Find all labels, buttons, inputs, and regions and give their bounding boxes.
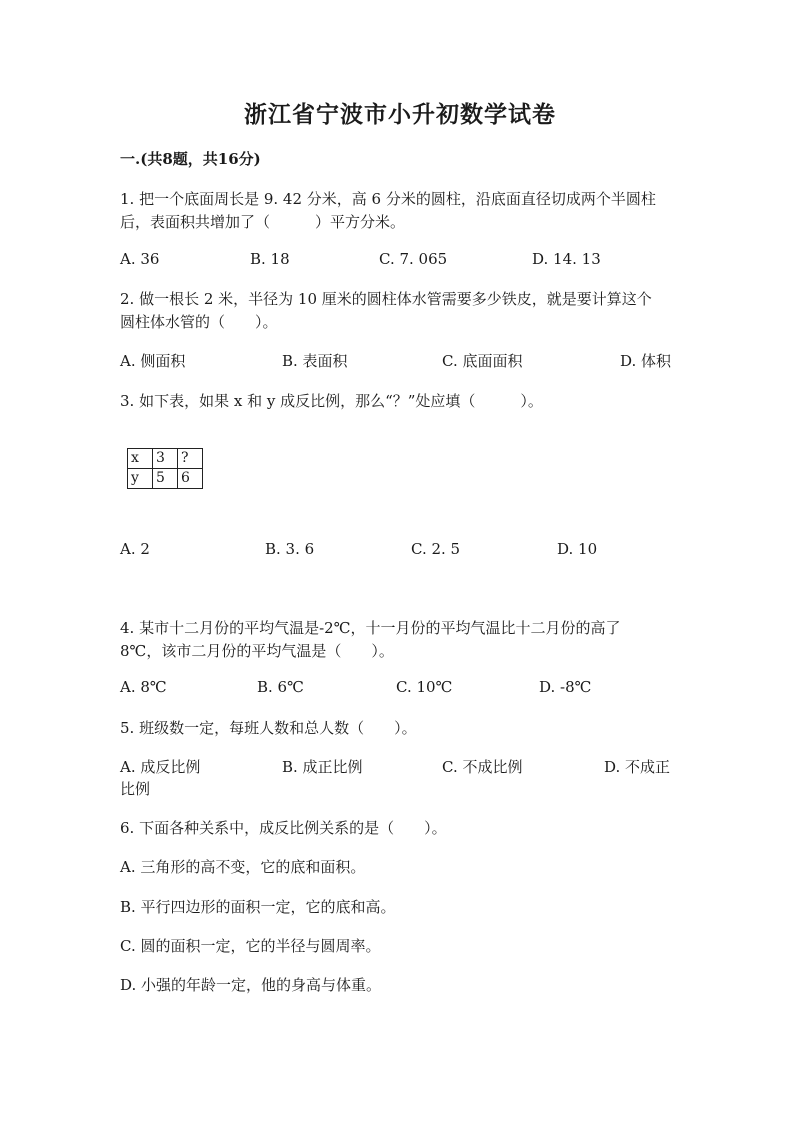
question-3-line-1: 3. 如下表，如果 x 和 y 成反比例，那么“？”处应填（ ）。 xyxy=(120,392,543,410)
question-6-option-b: B. 平行四边形的面积一定，它的底和高。 xyxy=(120,898,396,916)
question-4-option-d: D. -8℃ xyxy=(539,678,592,696)
question-4-line-2: 8℃，该市二月份的平均气温是（ ）。 xyxy=(120,642,394,660)
question-5-option-b: B. 成正比例 xyxy=(282,758,363,776)
table-cell: y xyxy=(128,469,153,489)
table-row xyxy=(128,449,203,469)
xy-table xyxy=(127,448,203,489)
page-title: 浙江省宁波市小升初数学试卷 xyxy=(244,101,556,128)
question-6-option-a: A. 三角形的高不变，它的底和面积。 xyxy=(120,858,366,876)
question-1-option-a: A. 36 xyxy=(120,250,160,268)
question-4-option-c: C. 10℃ xyxy=(396,678,453,696)
question-1-line-2: 后，表面积共增加了（ ）平方分米。 xyxy=(120,213,406,231)
question-5-option-d-wrap: 比例 xyxy=(120,780,151,798)
question-5-option-d: D. 不成正 xyxy=(604,758,671,776)
question-1-line-1: 1. 把一个底面周长是 9. 42 分米，高 6 分米的圆柱，沿底面直径切成两个半圆柱 xyxy=(120,190,656,208)
section-heading: 一.(共8题，共16分) xyxy=(120,150,261,168)
table-cell: x xyxy=(128,449,153,469)
question-2-option-a: A. 侧面积 xyxy=(120,352,186,370)
question-3-option-b: B. 3. 6 xyxy=(265,540,315,558)
table-cell: 6 xyxy=(178,469,203,489)
question-5-option-c: C. 不成比例 xyxy=(442,758,523,776)
question-3-option-a: A. 2 xyxy=(120,540,150,558)
question-4-option-a: A. 8℃ xyxy=(120,678,167,696)
question-6-line-1: 6. 下面各种关系中，成反比例关系的是（ ）。 xyxy=(120,819,447,837)
question-5-option-a: A. 成反比例 xyxy=(120,758,201,776)
question-3-option-d: D. 10 xyxy=(557,540,598,558)
question-6-option-d: D. 小强的年龄一定，他的身高与体重。 xyxy=(120,976,382,994)
question-2-option-b: B. 表面积 xyxy=(282,352,348,370)
question-5-line-1: 5. 班级数一定，每班人数和总人数（ ）。 xyxy=(120,719,417,737)
question-4-line-1: 4. 某市十二月份的平均气温是-2℃，十一月份的平均气温比十二月份的高了 xyxy=(120,619,621,637)
question-6-option-c: C. 圆的面积一定，它的半径与圆周率。 xyxy=(120,937,381,955)
question-1-option-d: D. 14. 13 xyxy=(532,250,601,268)
table-cell: 5 xyxy=(153,469,178,489)
question-2-option-c: C. 底面面积 xyxy=(442,352,523,370)
question-1-option-c: C. 7. 065 xyxy=(379,250,448,268)
question-1-option-b: B. 18 xyxy=(250,250,290,268)
table-row xyxy=(128,469,203,489)
question-2-line-1: 2. 做一根长 2 米，半径为 10 厘米的圆柱体水管需要多少铁皮，就是要计算这个 xyxy=(120,290,652,308)
question-4-option-b: B. 6℃ xyxy=(257,678,304,696)
table-cell: 3 xyxy=(153,449,178,469)
question-2-line-2: 圆柱体水管的（ ）。 xyxy=(120,313,278,331)
table-cell: ? xyxy=(178,449,203,469)
question-3-option-c: C. 2. 5 xyxy=(411,540,461,558)
question-2-option-d: D. 体积 xyxy=(620,352,672,370)
